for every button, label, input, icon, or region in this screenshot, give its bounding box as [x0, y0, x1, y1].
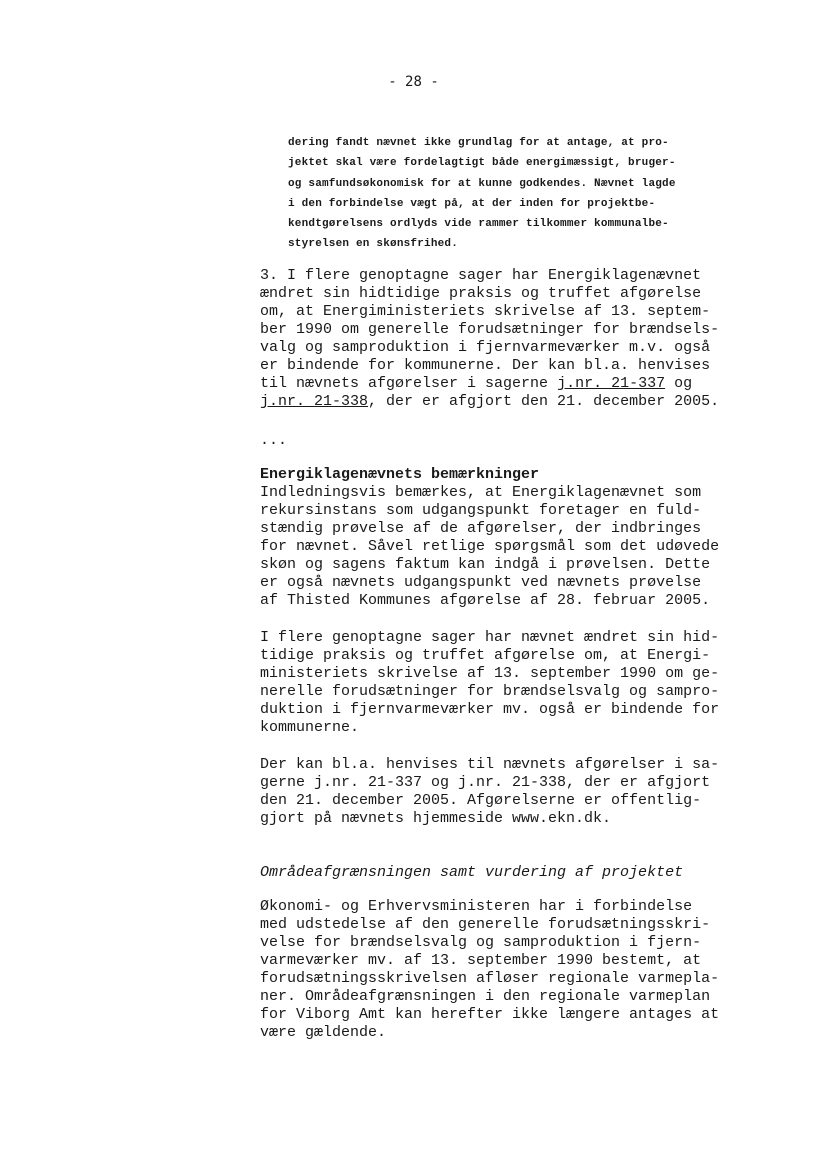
text-line: i den forbindelse vægt på, at der inden for projektbe- [288, 197, 656, 210]
text-line: nerelle forudsætninger for brændselsvalg og sampro- [260, 683, 720, 700]
section-heading: Områdeafgrænsningen samt vurdering af projektet [260, 864, 684, 881]
text-line: for nævnet. Såvel retlige spørgsmål som det udøvede [260, 538, 720, 555]
text-line [260, 393, 740, 411]
text-line: duktion i fjernvarmeværker mv. også er bindende for [260, 701, 720, 718]
text-line [260, 375, 740, 393]
text-line: være gældende. [260, 1024, 387, 1041]
text-line: om, at Energiministeriets skrivelse af 13. septem- [260, 303, 711, 320]
text-line: af Thisted Kommunes afgørelse af 28. februar 2005. [260, 592, 711, 609]
text-line: ner. Områdeafgrænsningen i den regionale varmeplan [260, 988, 711, 1005]
text-line: dering fandt nævnet ikke grundlag for at antage, at pro- [288, 137, 669, 149]
text-line: Økonomi- og Erhvervsministeren har i forbindelse [260, 898, 693, 915]
text-line: ber 1990 om generelle forudsætninger for brændsels- [260, 321, 720, 338]
text-line: gjort på nævnets hjemmeside www.ekn.dk. [260, 810, 612, 827]
text-line: er bindende for kommunerne. Der kan bl.a. henvises [260, 357, 711, 374]
text-line: med udstedelse af den generelle forudsætningsskri- [260, 916, 711, 933]
text-line: ministeriets skrivelse af 13. september 1990 om ge- [260, 665, 720, 682]
text-line: styrelsen en skønsfrihed. [288, 238, 459, 251]
text-line: kendtgørelsens ordlyds vide rammer tilkommer kommunalbe- [288, 218, 669, 231]
text-fragment: og [665, 375, 693, 392]
case-reference-21-338: j.nr. 21-338 [260, 393, 369, 410]
text-line: jektet skal være fordelagtigt både energimæssigt, bruger- [288, 157, 676, 170]
text-line: og samfundsøkonomisk for at kunne godkendes. Nævnet lagde [288, 177, 676, 190]
text-line: ... [260, 432, 288, 449]
text-line: den 21. december 2005. Afgørelserne er offentlig- [260, 792, 702, 809]
text-fragment: , der er afgjort den 21. december 2005. [368, 393, 720, 410]
text-line: rekursinstans som udgangspunkt foretager en fuld- [260, 502, 702, 519]
text-line: valg og samproduktion i fjernvarmeværker m.v. også [260, 339, 711, 356]
section-remarks [260, 466, 740, 610]
paragraph-minister [260, 898, 740, 1042]
section-heading-area [260, 864, 740, 882]
text-line: Der kan bl.a. henvises til nævnets afgørelser i sa- [260, 756, 720, 773]
text-line: kommunerne. [260, 719, 360, 736]
text-line: I flere genoptagne sager har nævnet ændret sin hid- [260, 629, 720, 646]
case-reference-21-337: j.nr. 21-337 [557, 375, 666, 392]
text-line: skøn og sagens faktum kan indgå i prøvelsen. Dette [260, 556, 711, 573]
text-line: for Viborg Amt kan herefter ikke længere antages at [260, 1006, 720, 1023]
paragraph-3 [260, 267, 740, 411]
text-line: Indledningsvis bemærkes, at Energiklagenævnet som [260, 484, 702, 501]
text-line: er også nævnets udgangspunkt ved nævnets prøvelse [260, 574, 702, 591]
page-number: - 28 - [388, 74, 439, 90]
ellipsis [260, 432, 740, 450]
text-line: tidige praksis og truffet afgørelse om, at Energi- [260, 647, 711, 664]
quoted-passage [288, 133, 748, 255]
section-heading: Energiklagenævnets bemærkninger [260, 466, 540, 483]
text-line: stændig prøvelse af de afgørelser, der indbringes [260, 520, 702, 537]
text-line: velse for brændselsvalg og samproduktion i fjern- [260, 934, 702, 951]
paragraph-practice-change [260, 629, 740, 737]
text-line: forudsætningsskrivelsen afløser regionale varmepla- [260, 970, 720, 987]
text-line: ændret sin hidtidige praksis og truffet afgørelse [260, 285, 702, 302]
text-line: varmeværker mv. af 13. september 1990 bestemt, at [260, 952, 702, 969]
text-line: gerne j.nr. 21-337 og j.nr. 21-338, der er afgjort [260, 774, 711, 791]
text-fragment: til nævnets afgørelser i sagerne [260, 375, 558, 392]
paragraph-references [260, 756, 740, 828]
text-line: 3. I flere genoptagne sager har Energiklagenævnet [260, 267, 702, 284]
